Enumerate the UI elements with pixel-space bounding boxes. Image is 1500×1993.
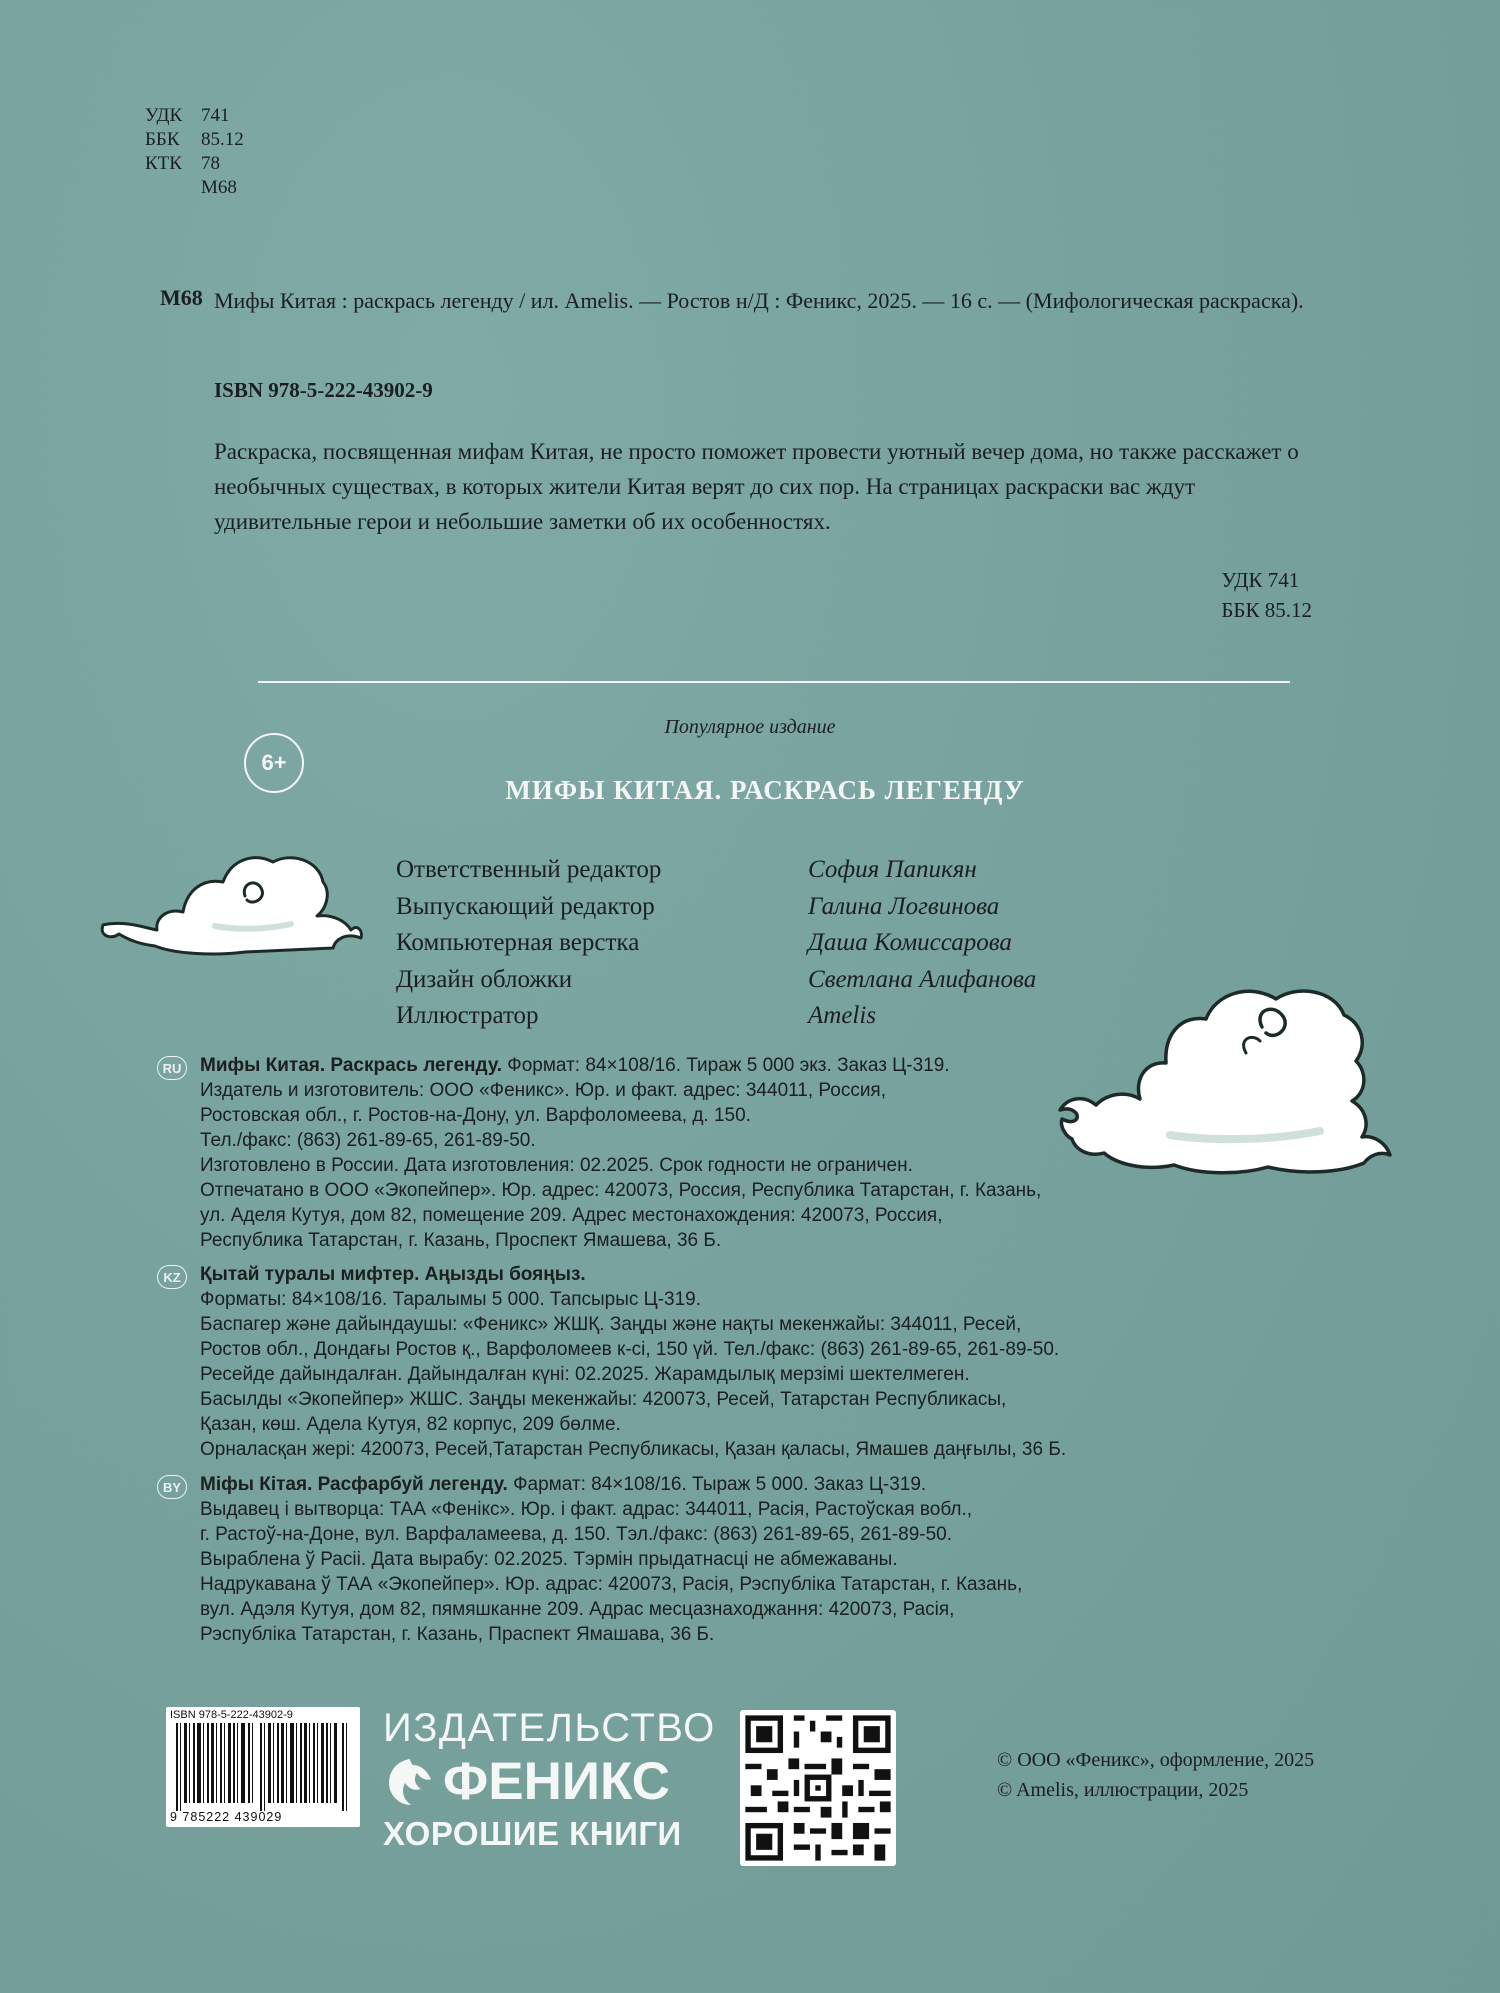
lang-badge-ru: RU bbox=[157, 1056, 187, 1080]
qr-code-icon bbox=[740, 1710, 896, 1866]
copyright-line: © Amelis, иллюстрации, 2025 bbox=[997, 1779, 1249, 1801]
phoenix-logo-icon bbox=[383, 1755, 437, 1809]
classification-row: УДК 741 bbox=[145, 105, 230, 126]
copyright-line: © ООО «Феникс», оформление, 2025 bbox=[997, 1749, 1315, 1771]
imprint-by: Міфы Кітая. Расфарбуй легенду. Фармат: 84×108/16. Тыраж 5 000. Заказ Ц-319. Выдавец і вытворца: ТАА «Фенікс». Юр. і факт. адрас: 344011, Расія, Растоўская вобл., г. Растоў-на-Доне, вул. Варфаламеева, д. 150. Тэл./факс: (863) 261-89-65, 261-89-50. Выраблена ў Расіі. Дата вырабу: 02.2025. Тэрмін прыдатнасці не абмежаваны. Надрукавана ў ТАА «Экопейпер». Юр. адрас: 420073, Расія, Рэспубліка Татарстан, г. Казань, вул. Адэля Кутуя, дом 82, пямяшканне 209. Адрас месцазнаходжання: 420073, Расія, Рэспубліка Татарстан, г. Казань, Праспект Ямашава, 36 Б. bbox=[200, 1474, 1023, 1645]
barcode-isbn: ISBN 978-5-222-43902-9 bbox=[170, 1709, 293, 1721]
book-title: МИФЫ КИТАЯ. РАСКРАСЬ ЛЕГЕНДУ bbox=[505, 775, 1025, 805]
publisher-logo bbox=[383, 1705, 716, 1855]
credit-row: Дизайн обложки Светлана Алифанова bbox=[396, 965, 1037, 993]
copyright-block bbox=[997, 1745, 1314, 1805]
imprint-kz: Қытай туралы мифтер. Аңызды бояңыз. Форматы: 84×108/16. Таралымы 5 000. Тапсырыс Ц-319. Баспагер және дайындаушы: «Феникс» ЖШҚ. Заңды және нақты мекенжайы: 344011, Ресей, Ростов обл., Дондағы Ростов қ., Варфоломеев к-сі, 150 үй. Тел./факс: (863) 261-89-65, 261-89-50. Ресейде дайындалған. Дайындалған күні: 02.2025. Жарамдылық мерзімі шектелмеген. Басылды «Экопейпер» ЖШС. Заңды мекенжайы: 420073, Ресей, Татарстан Республикасы, Қазан, көш. Адела Кутуя, 82 корпус, 209 бөлме. Орналасқан жері: 420073, Ресей,Татарстан Республикасы, Қазан қаласы, Ямашев даңғылы, 36 Б. bbox=[200, 1264, 1067, 1460]
isbn: ISBN 978-5-222-43902-9 bbox=[214, 378, 433, 402]
imprint-by-first-line: Міфы Кітая. Расфарбуй легенду. Фармат: 84×108/16. Тыраж 5 000. Заказ Ц-319. bbox=[200, 1474, 927, 1495]
lang-badge-kz: KZ bbox=[157, 1265, 187, 1289]
entry-text: Мифы Китая : раскрась легенду / ил. Amelis. — Ростов н/Д : Феникс, 2025. — 16 с. — (Мифологическая раскраска). bbox=[214, 288, 1304, 313]
imprint-ru: Мифы Китая. Раскрась легенду. Формат: 84×108/16. Тираж 5 000 экз. Заказ Ц-319. Издатель и изготовитель: ООО «Феникс». Юр. и факт. адрес: 344011, Россия, Ростовская обл., г. Ростов-на-Дону, ул. Варфоломеева, д. 150. Тел./факс: (863) 261-89-65, 261-89-50. Изготовлено в России. Дата изготовления: 02.2025. Срок годности не ограничен. Отпечатано в ООО «Экопейпер». Юр. адрес: 420073, Россия, Республика Татарстан, г. Казань, ул. Аделя Кутуя, дом 82, помещение 209. Адрес местонахождения: 420073, Россия, Республика Татарстан, г. Казань, Проспект Ямашева, 36 Б. bbox=[200, 1055, 1042, 1251]
publisher-line-1: ИЗДАТЕЛЬСТВО bbox=[383, 1706, 716, 1750]
udk-bbk-block bbox=[1221, 565, 1312, 625]
imprint-kz-first-line: Қытай туралы мифтер. Аңызды бояңыз. bbox=[200, 1264, 586, 1285]
cloud-right-icon bbox=[1050, 975, 1400, 1180]
barcode bbox=[166, 1707, 360, 1827]
credits-list bbox=[396, 852, 1036, 1035]
entry-code: М68 bbox=[160, 285, 203, 310]
popular-edition-label: Популярное издание bbox=[664, 716, 836, 738]
classification-row: ББК 85.12 bbox=[145, 129, 244, 150]
lang-badge-by: BY bbox=[157, 1475, 187, 1499]
barcode-bars-icon bbox=[166, 1707, 360, 1827]
credit-row: Ответственный редактор София Папикян bbox=[396, 856, 977, 883]
bbk: ББК 85.12 bbox=[1221, 598, 1312, 622]
credit-row: Выпускающий редактор Галина Логвинова bbox=[396, 892, 1000, 920]
cloud-left-icon bbox=[95, 830, 365, 960]
qr-code bbox=[740, 1710, 896, 1866]
credit-row: Иллюстратор Amelis bbox=[396, 1002, 877, 1029]
publisher-line-2: ФЕНИКС bbox=[383, 1751, 716, 1813]
classification-row: М68 bbox=[201, 177, 237, 198]
divider bbox=[258, 681, 1290, 683]
imprint-ru-first-line: Мифы Китая. Раскрась легенду. Формат: 84×108/16. Тираж 5 000 экз. Заказ Ц-319. bbox=[200, 1055, 950, 1076]
classification-block bbox=[145, 104, 244, 200]
credit-row: Компьютерная верстка Даша Комиссарова bbox=[396, 929, 1012, 956]
classification-row: КТК 78 bbox=[145, 153, 220, 174]
udk: УДК 741 bbox=[1221, 568, 1300, 592]
age-rating-badge: 6+ bbox=[244, 733, 304, 793]
barcode-number: 9 785222 439029 bbox=[170, 1810, 283, 1824]
publisher-line-3: ХОРОШИЕ КНИГИ bbox=[383, 1815, 682, 1852]
annotation: Раскраска, посвященная мифам Китая, не просто поможет провести уютный вечер дома, но также расскажет о необычных существах, в которых жители Китая верят до сих пор. На страницах раскраски вас ждут удивительные герои и небольшие заметки об их особенностях. bbox=[214, 439, 1299, 534]
